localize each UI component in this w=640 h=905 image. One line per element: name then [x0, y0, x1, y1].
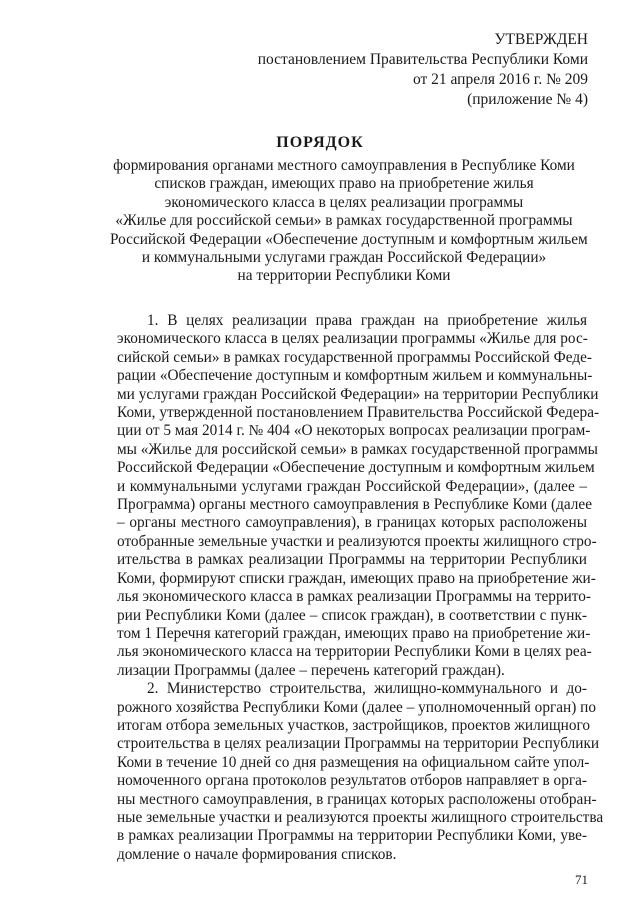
- body-line: в рамках реализации Программы на территории Республики Коми, уве-: [117, 827, 587, 845]
- body-line: лья экономического класса в рамках реализации Программы на террито-: [117, 588, 592, 606]
- approval-heading: УТВЕРЖДЕН: [494, 31, 588, 48]
- body-line: Программа) органы местного самоуправления в Республике Коми (далее: [117, 496, 592, 514]
- body-line: отобранные земельные участки и реализуются проекты жилищного стро-: [117, 532, 597, 550]
- approval-date: от 21 апреля 2016 г. № 209: [412, 71, 588, 88]
- body-line: строительства в целях реализации Программы на территории Республики: [117, 735, 600, 753]
- body-line: итогам отбора земельных участков, застройщиков, проектов жилищного: [117, 716, 591, 734]
- body-line: ми услугами граждан Российской Федерации» на территории Республики: [117, 385, 599, 403]
- body-line: ительства в рамках реализации Программы на территории Республики: [117, 551, 587, 569]
- page-number: 71: [575, 872, 588, 887]
- paragraph-2: [117, 680, 604, 864]
- document-title: ПОРЯДОК: [276, 134, 364, 151]
- body-line: рожного хозяйства Республики Коми (далее – уполномоченный орган) по: [117, 698, 596, 716]
- subtitle-line: Российской Федерации «Обеспечение доступным и комфортным жильем: [110, 230, 588, 248]
- body-line: 2. Министерство строительства, жилищно-коммунального и до-: [147, 680, 587, 698]
- subtitle-line: и коммунальными услугами граждан Российской Федерации»: [141, 249, 547, 267]
- body-line: Российской Федерации «Обеспечение доступным и комфортным жильем: [117, 459, 595, 477]
- approval-decree: постановлением Правительства Республики Коми: [257, 51, 588, 68]
- paragraph-1: [117, 312, 600, 680]
- body-line: ны местного самоуправления, в границах которых расположены отобран-: [117, 790, 597, 808]
- body-line: рии Республики Коми (далее – список граждан), в соответствии с пунк-: [117, 606, 587, 624]
- approval-block: [258, 30, 588, 110]
- document-body: [117, 312, 604, 864]
- subtitle-line: экономического класса в целях реализации программы: [164, 193, 524, 211]
- body-line: экономического класса в целях реализации программы «Жилье для рос-: [117, 330, 588, 348]
- approval-appendix: (приложение № 4): [467, 91, 588, 108]
- body-line: и коммунальными услугами граждан Российской Федерации», (далее –: [117, 477, 587, 495]
- body-line: ные земельные участки и реализуются проекты жилищного строительства: [117, 808, 604, 826]
- subtitle-line: на территории Республики Коми: [237, 267, 451, 285]
- subtitle-line: «Жилье для российской семьи» в рамках государственной программы: [115, 212, 573, 230]
- body-line: 1. В целях реализации права граждан на приобретение жилья: [147, 312, 587, 329]
- body-line: номоченного органа протоколов результатов отборов направляет в орга-: [117, 772, 587, 790]
- document-subtitle: [110, 157, 588, 286]
- body-line: лизации Программы (далее – перечень категорий граждан).: [117, 661, 505, 679]
- body-line: ции от 5 мая 2014 г. № 404 «О некоторых вопросах реализации програм-: [117, 422, 591, 440]
- body-line: Коми, формируют списки граждан, имеющих право на приобретение жи-: [117, 569, 596, 587]
- body-line: Коми, утвержденной постановлением Правительства Российской Федера-: [117, 404, 600, 422]
- body-line: Коми в течение 10 дней со дня размещения на официальном сайте упол-: [117, 753, 590, 771]
- body-line: – органы местного самоуправления), в границах которых расположены: [117, 514, 587, 532]
- body-line: сийской семьи» в рамках государственной программы Российской Феде-: [117, 348, 593, 366]
- body-line: том 1 Перечня категорий граждан, имеющих право на приобретение жи-: [117, 624, 591, 642]
- body-line: лья экономического класса на территории Республики Коми в целях реа-: [117, 643, 592, 661]
- body-line: мы «Жилье для российской семьи» в рамках государственной программы: [117, 440, 598, 458]
- subtitle-line: списков граждан, имеющих право на приобретение жилья: [154, 175, 534, 193]
- body-line: домление о начале формирования списков.: [117, 845, 397, 863]
- subtitle-line: формирования органами местного самоуправления в Республике Коми: [113, 157, 575, 174]
- body-line: рации «Обеспечение доступным и комфортным жильем и коммунальны-: [117, 367, 593, 385]
